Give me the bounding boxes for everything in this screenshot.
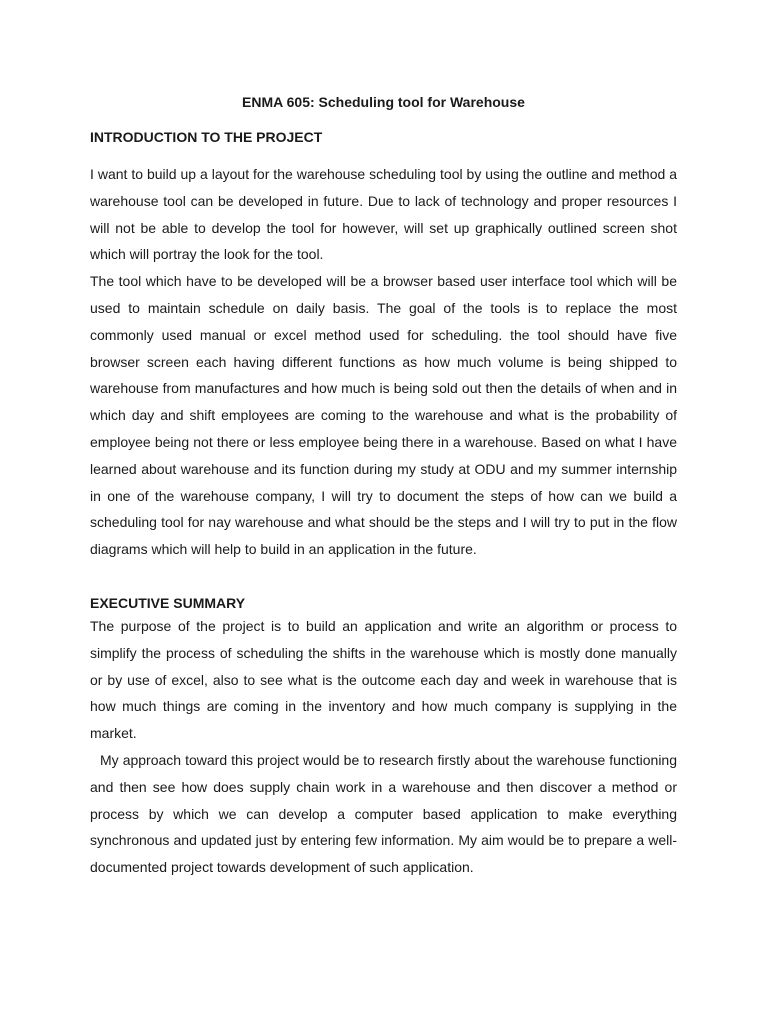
- executive-summary-paragraph-2: My approach toward this project would be to research firstly about the warehouse functioning and then see how does supply chain work in a warehouse and then discover a method or process by which we can develop a computer based application to make everything synchronous and updated just by entering few information. My aim would be to prepare a well-documented project towards development of such application.: [90, 751, 677, 876]
- executive-summary-paragraph-1: The purpose of the project is to build an application and write an algorithm or process to simplify the process of scheduling the shifts in the warehouse which is mostly done manually or by use of excel, also to see what is the outcome each day and week in warehouse that is how much things are coming in the inventory and how much company is supplying in the market.: [90, 617, 677, 742]
- intro-heading: INTRODUCTION TO THE PROJECT: [90, 129, 323, 145]
- executive-summary-heading: EXECUTIVE SUMMARY: [90, 594, 246, 611]
- document-page: [90, 92, 677, 881]
- document-title: ENMA 605: Scheduling tool for Warehouse: [242, 94, 525, 110]
- intro-paragraph-1: I want to build up a layout for the warehouse scheduling tool by using the outline and method a warehouse tool can be developed in future. Due to lack of technology and proper resources I will not be able to develop the tool for however, will set up graphically outlined screen shot which will portray the look for the tool.: [90, 166, 677, 263]
- intro-paragraph-2: The tool which have to be developed will be a browser based user interface tool which will be used to maintain schedule on daily basis. The goal of the tools is to replace the most commonly used manual or excel method used for scheduling. the tool should have five browser screen each having different functions as how much volume is being shipped to warehouse from manufactures and how much is being sold out then the details of when and in which day and shift employees are coming to the warehouse and what is the probability of employee being not there or less employee being there in a warehouse. Based on what I have learned about warehouse and its function during my study at ODU and my summer internship in one of the warehouse company, I will try to document the steps of how can we build a scheduling tool for nay warehouse and what should be the steps and I will try to put in the flow diagrams which will help to build in an application in the future.: [90, 273, 677, 558]
